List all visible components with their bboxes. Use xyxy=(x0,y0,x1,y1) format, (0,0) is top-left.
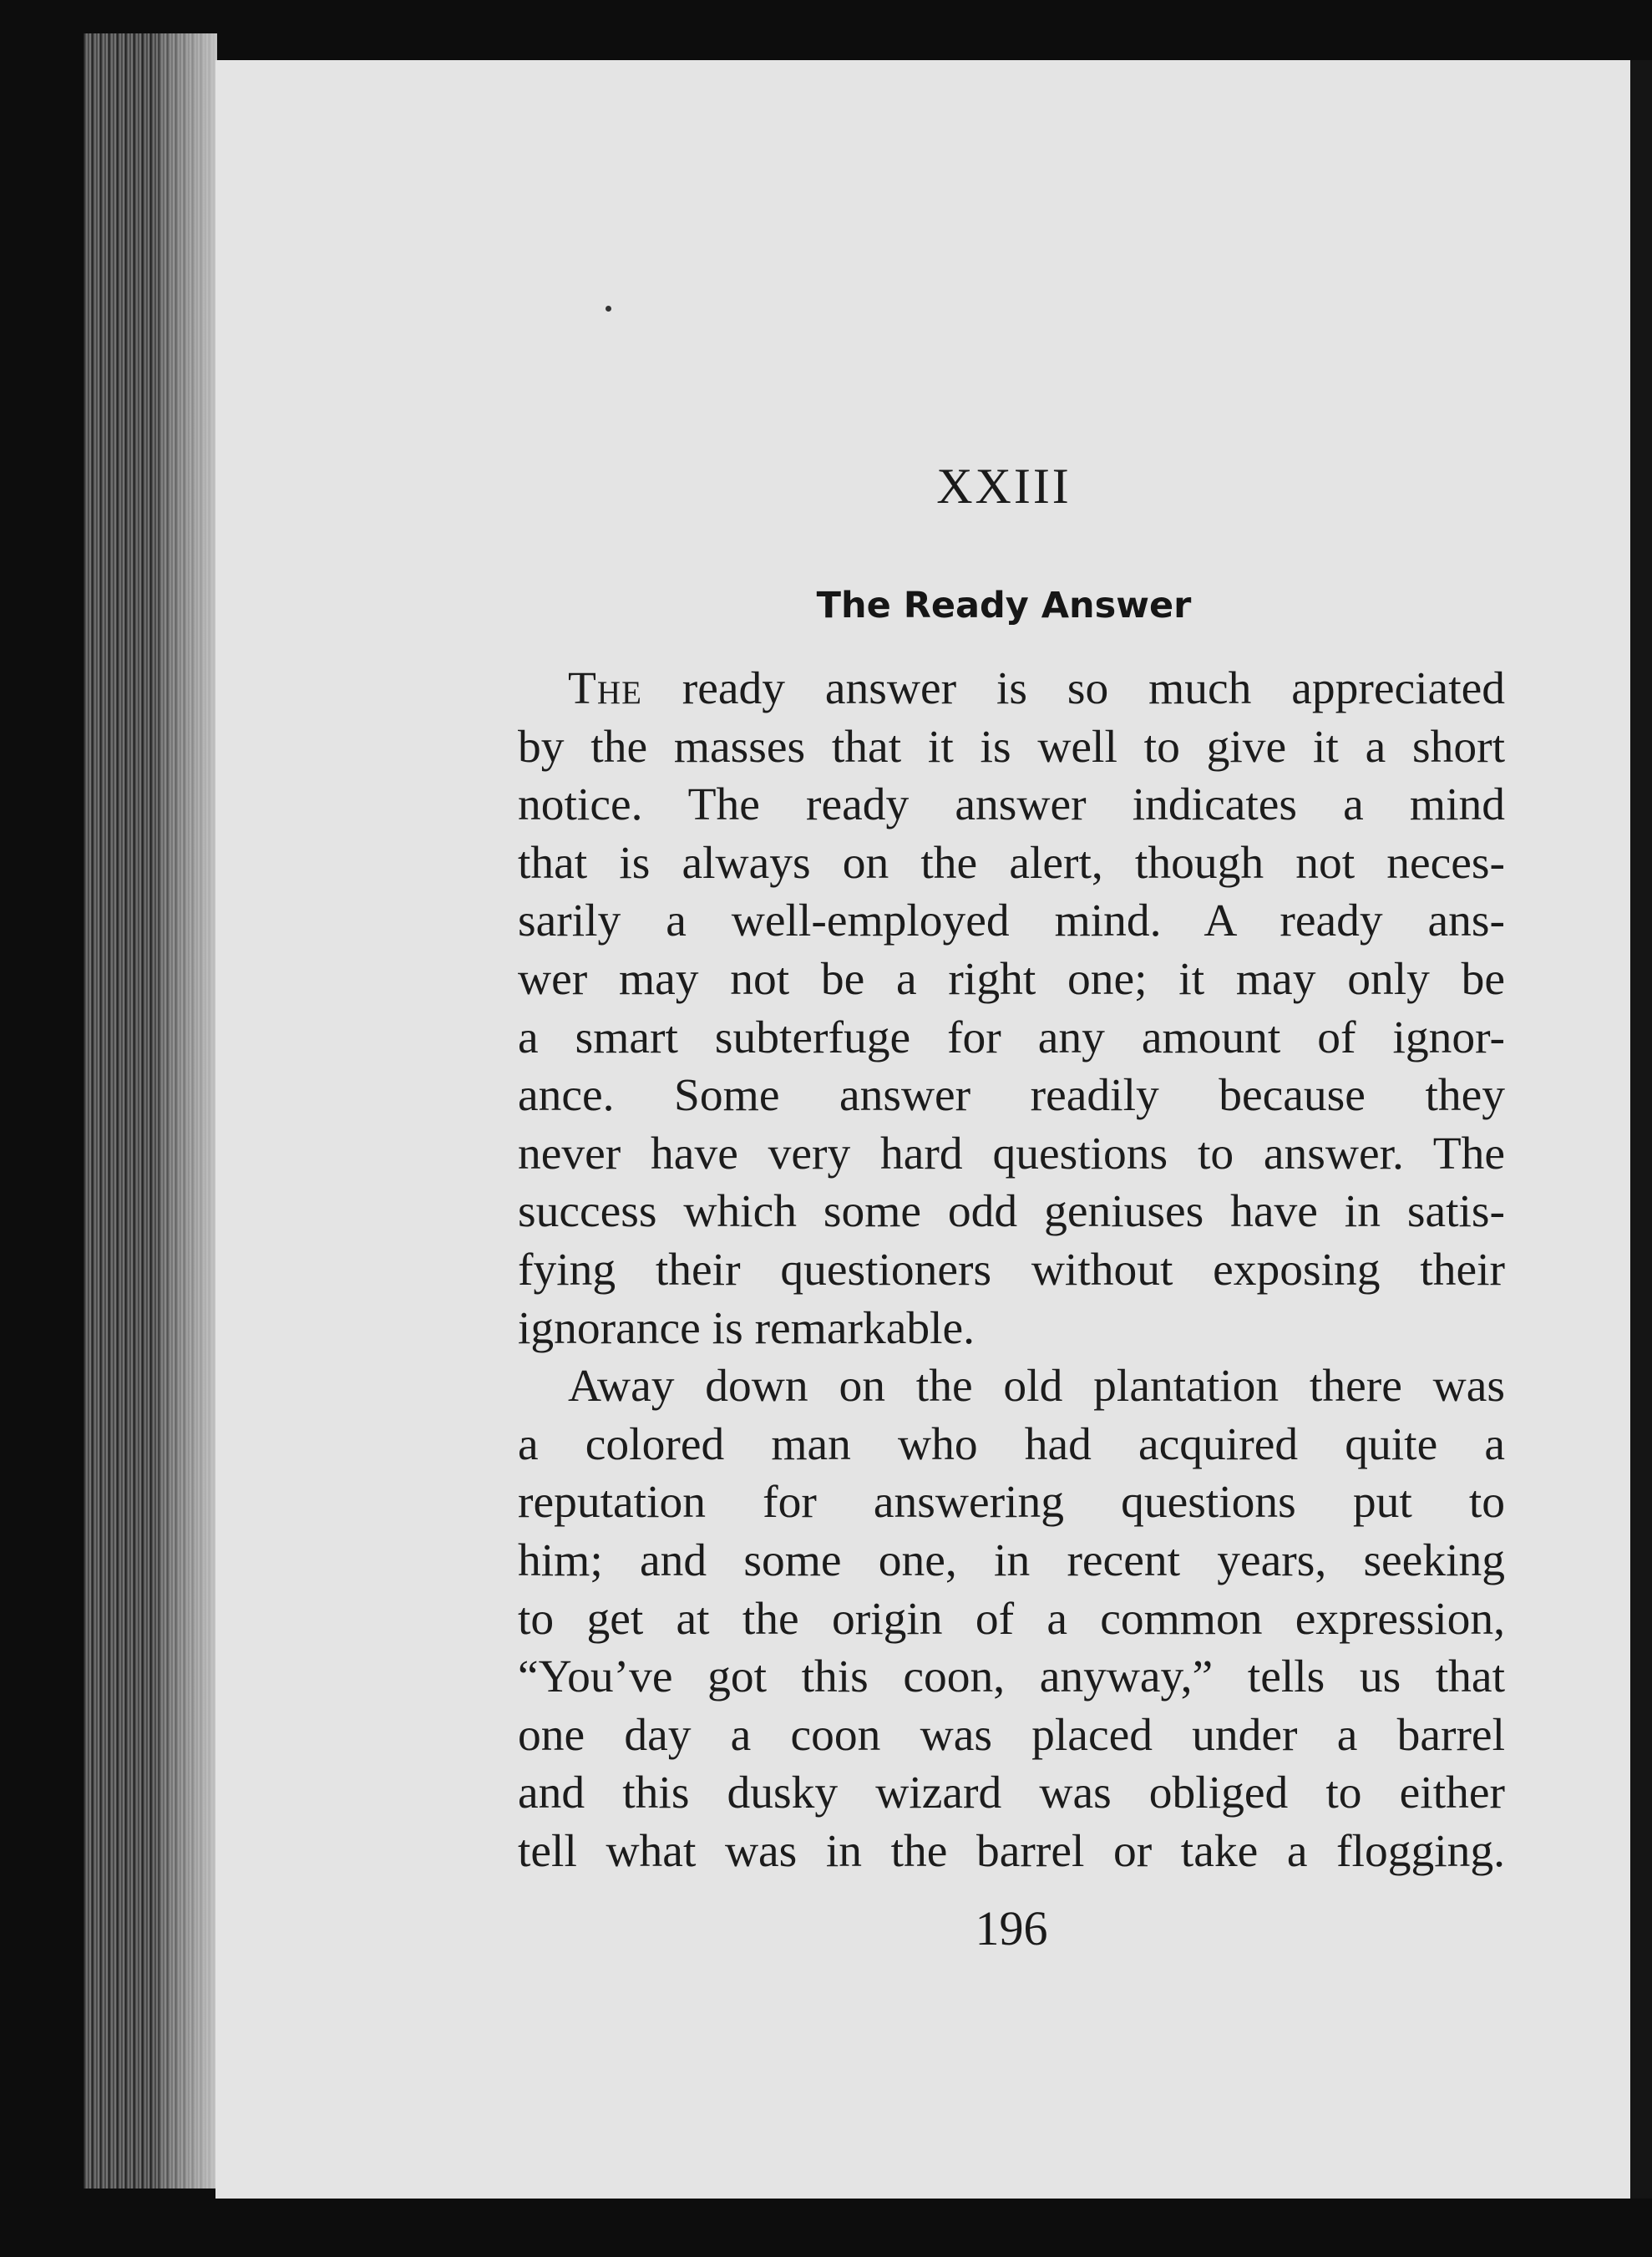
text-line: a colored man who had acquired quite a xyxy=(518,1418,1505,1470)
text-line: ignorance is remarkable. xyxy=(518,1302,975,1354)
chapter-title: The Ready Answer xyxy=(816,585,1192,626)
body-text xyxy=(518,660,1505,1880)
chapter-number: XXIII xyxy=(936,459,1072,514)
paragraph-lead: The xyxy=(568,663,642,714)
page-number: 196 xyxy=(975,1901,1048,1955)
text-line: to get at the origin of a common expression, xyxy=(518,1593,1505,1645)
text-line: notice. The ready answer indicates a mind xyxy=(518,779,1505,831)
text-line: “You’ve got this coon, anyway,” tells us that xyxy=(518,1651,1505,1703)
text-line: him; and some one, in recent years, seeking xyxy=(518,1534,1505,1586)
text-line: and this dusky wizard was obliged to either xyxy=(518,1768,1505,1819)
text-line: wer may not be a right one; it may only be xyxy=(518,953,1505,1005)
text-line: success which some odd geniuses have in satis- xyxy=(518,1186,1505,1238)
text-line: ance. Some answer readily because they xyxy=(518,1070,1505,1122)
text-line: The ready answer is so much appreciated xyxy=(568,663,1505,714)
text-line: fying their questioners without exposing their xyxy=(518,1244,1505,1296)
text-line: sarily a well-employed mind. A ready ans- xyxy=(518,895,1505,947)
text-line: that is always on the alert, though not neces- xyxy=(518,837,1505,889)
book-page-edges xyxy=(84,33,217,2189)
text-line: a smart subterfuge for any amount of ignor- xyxy=(518,1012,1505,1063)
text-line: tell what was in the barrel or take a flogging. xyxy=(518,1825,1505,1877)
text-line: never have very hard questions to answer. The xyxy=(518,1128,1505,1179)
text-line: reputation for answering questions put to xyxy=(518,1477,1505,1529)
scan-speck xyxy=(606,306,611,312)
text-line: Away down on the old plantation there was xyxy=(568,1361,1505,1413)
page-right-shadow xyxy=(1630,60,1652,2199)
text-line: by the masses that it is well to give it a short xyxy=(518,721,1505,773)
text-line: one day a coon was placed under a barrel xyxy=(518,1709,1505,1761)
